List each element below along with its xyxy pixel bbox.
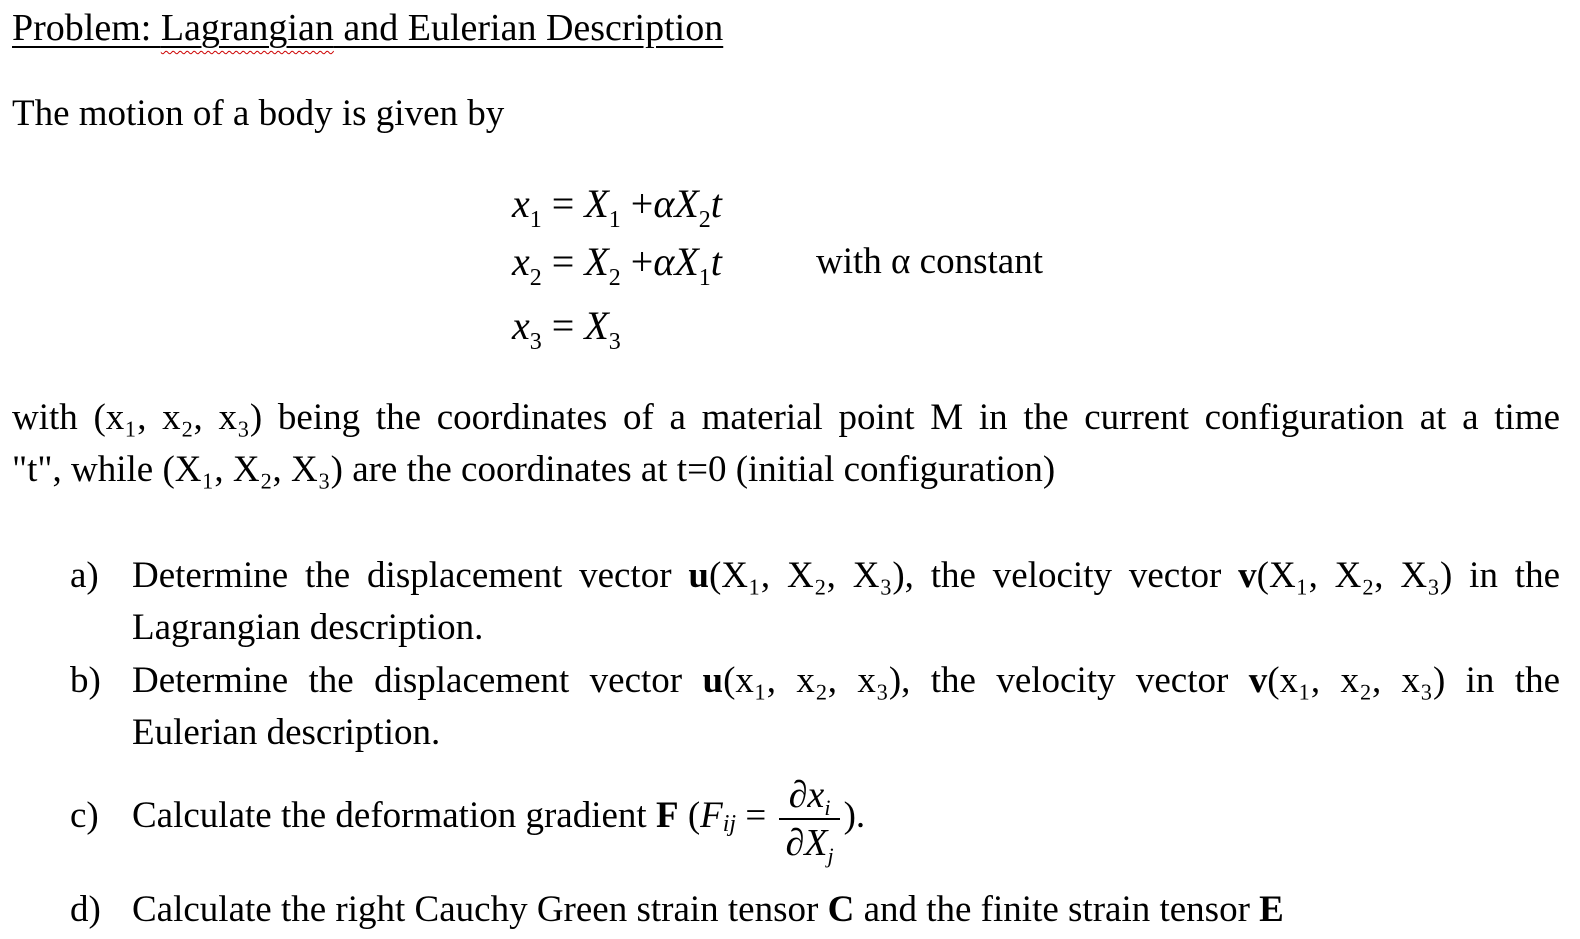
- question-a-line-1: Determine the displacement vector u(X₁, X₂, X₃), the velocity vector v(X₁, X₂, X₃) in the: [132, 555, 1560, 596]
- partial-derivative-fraction: $\frac{\partial x_i}{\partial X_j}$: [779, 772, 839, 866]
- question-b-label: b): [70, 660, 101, 701]
- question-c-label: c): [70, 795, 99, 836]
- question-a-line-2: Lagrangian description.: [132, 607, 484, 648]
- page-title: [12, 6, 723, 50]
- question-c: [70, 768, 1560, 866]
- equation-3: $x_3 = X_3$: [512, 303, 621, 355]
- title-prefix: Problem:: [12, 7, 161, 49]
- equation-1: $x_1 = X_1 +\alpha X_2t$: [512, 181, 722, 233]
- title-suffix: and Eulerian Description: [333, 7, 724, 49]
- equation-note: with α constant: [816, 241, 1043, 282]
- question-c-line: Calculate the deformation gradient F ($F_{ij}$ = $\frac{\partial x_i}{\partial X_j}$ ).: [132, 773, 866, 868]
- question-d-line: Calculate the right Cauchy Green strain tensor C and the finite strain tensor E: [132, 889, 1284, 930]
- intro-text: The motion of a body is given by: [12, 93, 505, 134]
- question-d: [70, 884, 1560, 936]
- description-line-1: with (x₁, x₂, x₃) being the coordinates of a material point M in the current configuration at a time: [12, 397, 1560, 438]
- equation-2: $x_2 = X_2 +\alpha X_1t$: [512, 239, 722, 291]
- question-b-line-2: Eulerian description.: [132, 712, 441, 753]
- question-a: [70, 550, 1560, 654]
- description-line-2: "t", while (X₁, X₂, X₃) are the coordinates at t=0 (initial configuration): [12, 449, 1056, 490]
- spellcheck-word: Lagrangian: [160, 7, 334, 49]
- question-b: [70, 655, 1560, 759]
- question-d-label: d): [70, 889, 101, 930]
- question-b-line-1: Determine the displacement vector u(x₁, x₂, x₃), the velocity vector v(x₁, x₂, x₃) in the: [132, 660, 1560, 701]
- question-a-label: a): [70, 555, 99, 596]
